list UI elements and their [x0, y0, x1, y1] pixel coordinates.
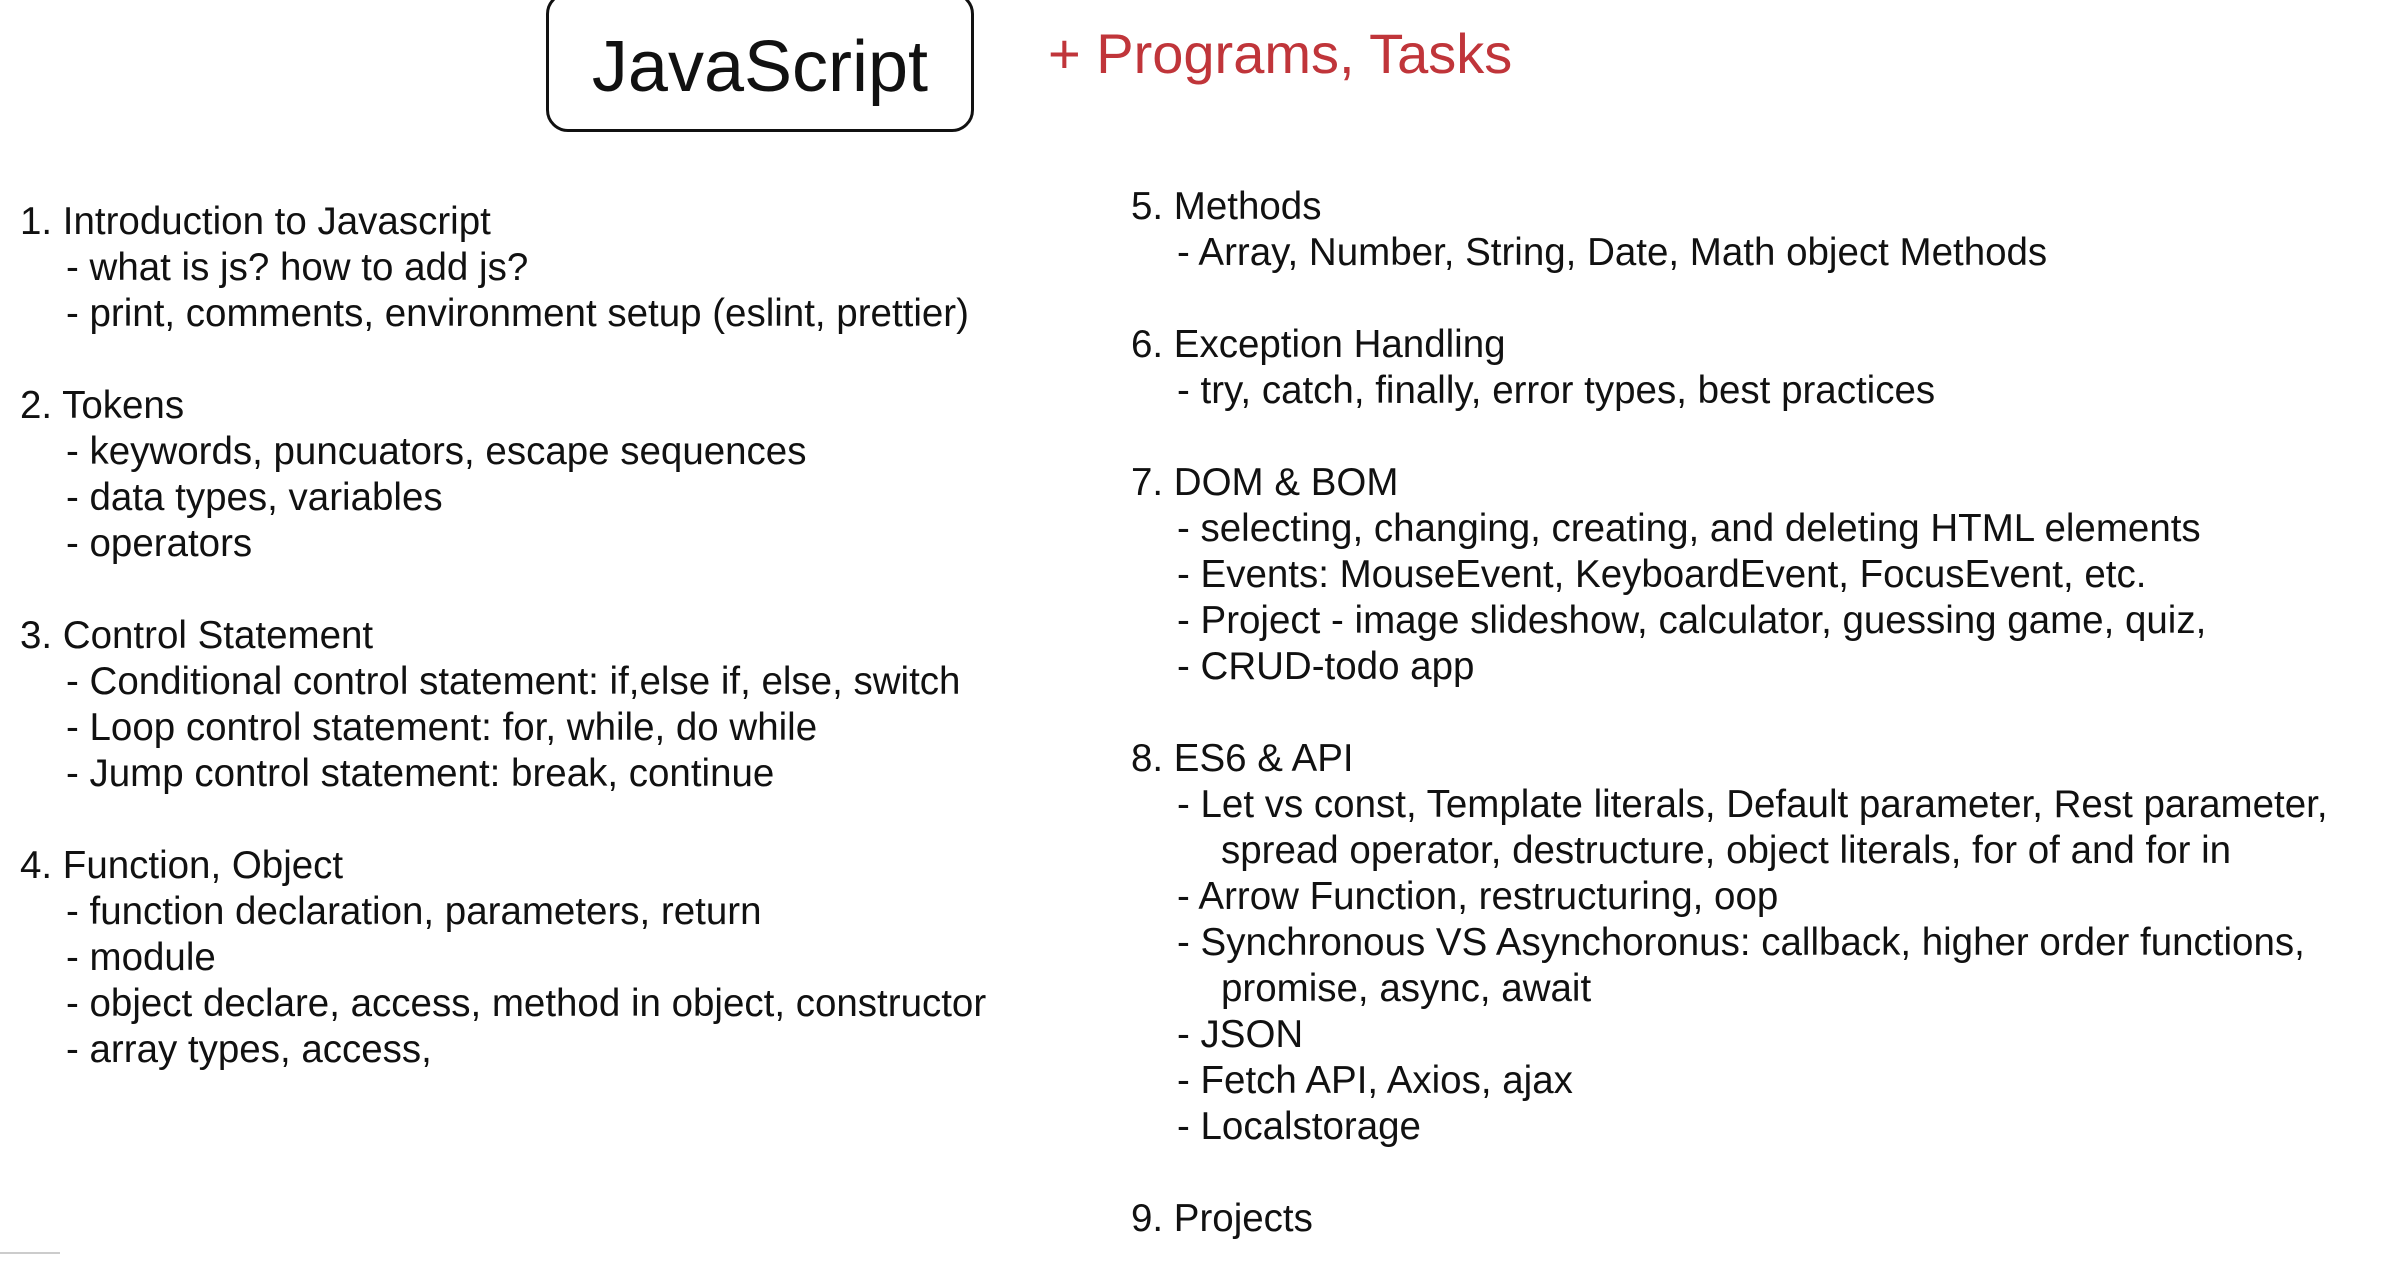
corner-scroll-indicator [0, 1248, 70, 1254]
list-item: - Let vs const, Template literals, Default parameter, Rest parameter, [1177, 783, 2328, 826]
section-title: 2. Tokens [20, 384, 185, 427]
section-function-object [20, 843, 986, 1073]
section-items [20, 889, 986, 1073]
top-scribble-decoration [1030, 0, 1270, 6]
section-items [20, 429, 986, 567]
section-dom-bom [1131, 460, 2328, 690]
list-item: - JSON [1177, 1013, 1304, 1056]
section-title: 7. DOM & BOM [1131, 461, 1399, 504]
section-title: 5. Methods [1131, 185, 1322, 228]
list-item: - Conditional control statement: if,else if, else, switch [66, 660, 961, 703]
list-item: - try, catch, finally, error types, best practices [1177, 369, 1936, 412]
list-item: - selecting, changing, creating, and deleting HTML elements [1177, 507, 2201, 550]
left-column [20, 199, 986, 1119]
title-box [546, 0, 974, 132]
section-control-statement [20, 613, 986, 797]
list-item: - Events: MouseEvent, KeyboardEvent, FocusEvent, etc. [1177, 553, 2147, 596]
section-title: 4. Function, Object [20, 844, 344, 887]
section-tokens [20, 383, 986, 567]
section-items [1131, 368, 2328, 414]
list-item: - CRUD-todo app [1177, 645, 1475, 688]
section-items [1131, 230, 2328, 276]
section-title: 9. Projects [1131, 1197, 1313, 1240]
section-title: 8. ES6 & API [1131, 737, 1354, 780]
section-es6-api [1131, 736, 2328, 1150]
list-item-continuation: promise, async, await [1221, 967, 1592, 1010]
list-item: - object declare, access, method in object, constructor [66, 982, 987, 1025]
list-item: - function declaration, parameters, return [66, 890, 762, 933]
list-item: - data types, variables [66, 476, 443, 519]
list-item: - print, comments, environment setup (eslint, prettier) [66, 292, 969, 335]
section-items [1131, 506, 2328, 690]
list-item: - Localstorage [1177, 1105, 1421, 1148]
section-title: 3. Control Statement [20, 614, 374, 657]
page-title: JavaScript [591, 27, 929, 107]
list-item: - module [66, 936, 216, 979]
list-item-continuation: spread operator, destructure, object literals, for of and for in [1221, 829, 2232, 872]
section-items [1131, 782, 2328, 1150]
section-methods [1131, 184, 2328, 276]
section-title: 6. Exception Handling [1131, 323, 1506, 366]
section-projects [1131, 1196, 2328, 1242]
subtitle: + Programs, Tasks [1048, 22, 1513, 85]
list-item: - Jump control statement: break, continue [66, 752, 775, 795]
section-introduction [20, 199, 986, 337]
list-item: - Array, Number, String, Date, Math object Methods [1177, 231, 2048, 274]
list-item: - Loop control statement: for, while, do while [66, 706, 818, 749]
list-item: - Arrow Function, restructuring, oop [1177, 875, 1779, 918]
list-item: - operators [66, 522, 253, 565]
section-items [20, 659, 986, 797]
list-item: - what is js? how to add js? [66, 246, 529, 289]
section-title: 1. Introduction to Javascript [20, 200, 491, 243]
section-items [20, 245, 986, 337]
list-item: - array types, access, [66, 1028, 432, 1071]
section-exception-handling [1131, 322, 2328, 414]
right-column [1131, 184, 2328, 1288]
list-item: - keywords, puncuators, escape sequences [66, 430, 807, 473]
list-item: - Fetch API, Axios, ajax [1177, 1059, 1573, 1102]
list-item: - Project - image slideshow, calculator, guessing game, quiz, [1177, 599, 2207, 642]
list-item: - Synchronous VS Asynchoronus: callback, higher order functions, [1177, 921, 2305, 964]
